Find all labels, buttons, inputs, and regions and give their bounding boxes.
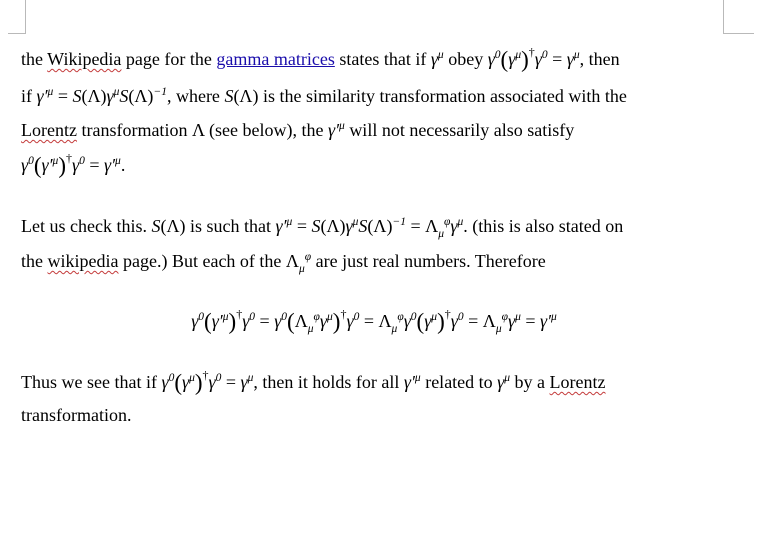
text: , where — [166, 86, 225, 106]
spellcheck-word[interactable]: Wikipedia — [47, 49, 122, 69]
equation: S(Λ) — [224, 86, 259, 106]
text: the — [21, 49, 48, 69]
equation: $\gamma^0(\gamma^\mu)^\dagger\gamma^0 = \gamma^\mu$ — [487, 45, 580, 72]
text: transformation — [76, 120, 192, 140]
text: . (this is also stated on — [463, 216, 624, 236]
page-corner-marker-left — [8, 0, 26, 34]
equation: $\gamma^\mu$ — [497, 372, 511, 392]
equation: $\gamma^0(\gamma'^\mu)^\dagger\gamma^0 = \gamma'^\mu$ — [21, 151, 121, 178]
text: obey — [448, 49, 488, 69]
equation: $\gamma^\mu$ — [430, 49, 444, 69]
text: states that if — [334, 49, 431, 69]
paragraph-3-line-1 — [21, 367, 606, 397]
equation: $\gamma'^\mu$ — [328, 120, 345, 140]
spellcheck-word[interactable]: Lorentz — [21, 120, 77, 140]
text: by a — [510, 372, 550, 392]
text: . — [120, 155, 126, 175]
text: . — [126, 405, 132, 425]
equation: $\Lambda_\mu^\varphi$ — [285, 251, 312, 275]
text: , then — [579, 49, 620, 69]
display-equation — [21, 306, 727, 336]
equation: $\gamma'^\mu$ — [403, 372, 421, 392]
spellcheck-word[interactable]: wikipedia — [47, 251, 119, 271]
paragraph-1-line-4 — [21, 150, 125, 180]
page-corner-marker-right — [723, 0, 754, 34]
equation: S(Λ) — [151, 216, 186, 236]
equation: Λ — [191, 120, 205, 140]
text: , then it holds for all — [253, 372, 404, 392]
paragraph-1-line-2 — [21, 81, 627, 111]
text: the — [21, 251, 48, 271]
text: page for the — [121, 49, 217, 69]
text: transformation — [21, 405, 127, 425]
spellcheck-word[interactable]: Lorentz — [549, 372, 606, 392]
gamma-matrices-link[interactable]: gamma matrices — [216, 49, 335, 69]
text: related to — [420, 372, 498, 392]
text: are just real numbers. Therefore — [311, 251, 546, 271]
text: Let us check this. — [21, 216, 152, 236]
text: is the similarity transformation associated with the — [258, 86, 627, 106]
text: Thus we see that if — [21, 372, 162, 392]
equation: $\gamma^0(\gamma^\mu)^\dagger\gamma^0 = \gamma^\mu$ — [161, 368, 254, 395]
paragraph-1-line-1 — [21, 44, 620, 74]
equation: $\gamma^0(\gamma'^\mu)^\dagger\gamma^0 = \gamma^0(\Lambda_\mu^\varphi\gamma^\mu)^\dagger\gamma^0 = \Lambda_\mu^\varphi\gamma^0(\gamma^\mu)^\dagger\gamma^0 = \Lambda_\mu^\varphi\gamma^\mu = \gamma'^\mu$ — [191, 307, 557, 335]
equation: $\gamma'^\mu = S(\Lambda)\gamma^\mu S(\Lambda)^{-1}$ — [36, 86, 167, 106]
paragraph-3-line-2 — [21, 400, 131, 430]
paragraph-2-line-1 — [21, 211, 623, 241]
text: page.) But each of the — [118, 251, 286, 271]
equation: $\gamma'^\mu = S(\Lambda)\gamma^\mu S(\Lambda)^{-1} = \Lambda_\mu^\varphi\gamma^\mu$ — [275, 216, 464, 240]
paragraph-2-line-2 — [21, 246, 546, 276]
text: is such that — [185, 216, 276, 236]
text: (see below), the — [204, 120, 328, 140]
text: will not necessarily also satisfy — [344, 120, 575, 140]
text: if — [21, 86, 37, 106]
paragraph-1-line-3 — [21, 115, 574, 145]
